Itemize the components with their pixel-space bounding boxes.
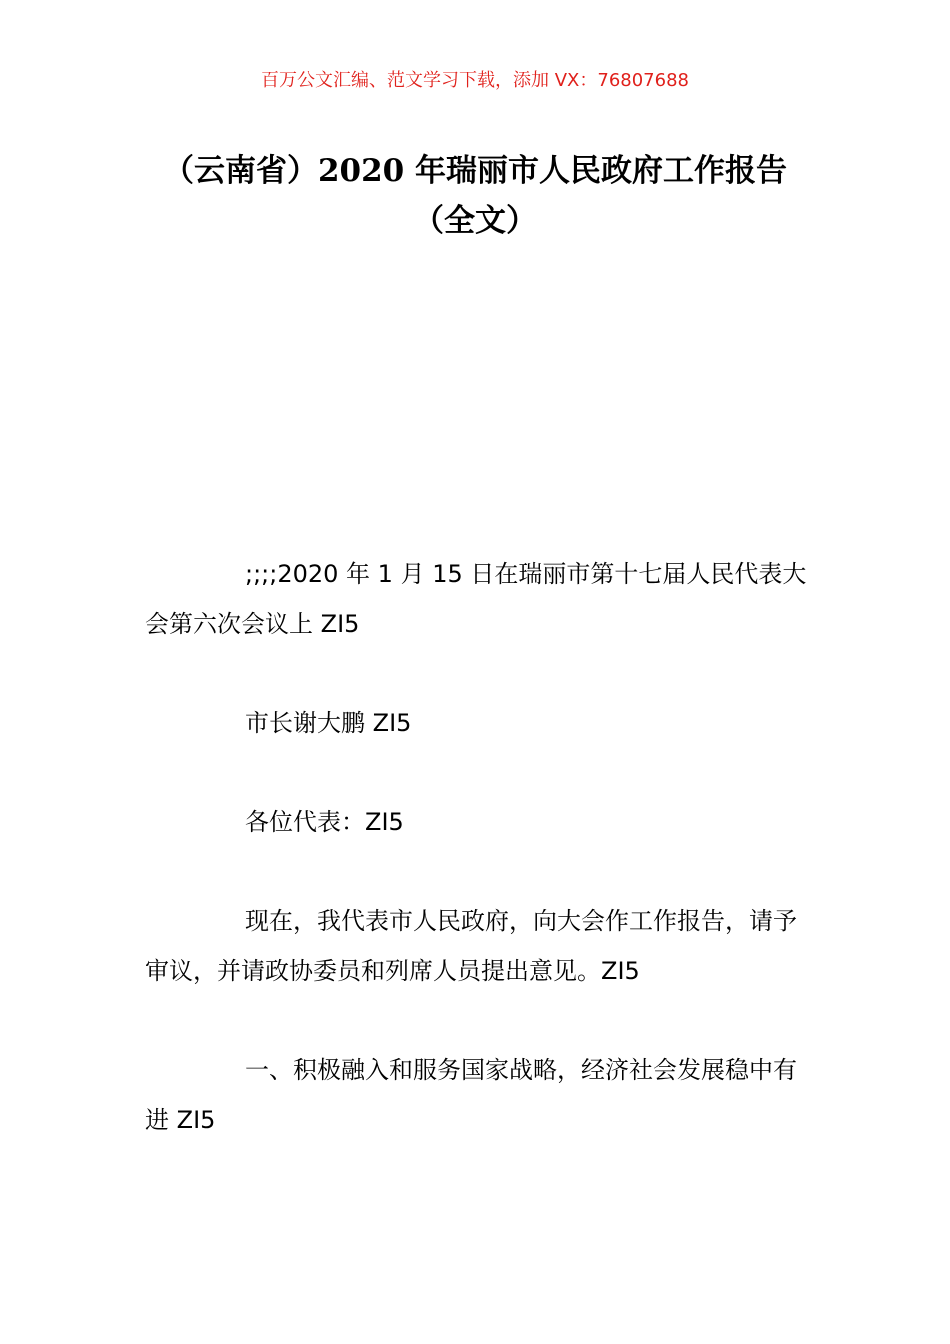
document-title: （云南省）2020 年瑞丽市人民政府工作报告（全文） [162,153,788,239]
paragraph-speaker: 市长谢大鹏 ZI5 [245,709,412,737]
header-notice: 百万公文汇编、范文学习下载，添加 VX：76807688 [261,70,689,91]
section-heading-1: 一、积极融入和服务国家战略，经济社会发展稳中有进 ZI5 [145,1056,797,1134]
paragraph-salutation: 各位代表：ZI5 [245,808,404,836]
paragraph-meeting-info: ;;;;2020 年 1 月 15 日在瑞丽市第十七届人民代表大会第六次会议上 ZI5 [145,560,807,638]
paragraph-opening: 现在，我代表市人民政府，向大会作工作报告，请予审议，并请政协委员和列席人员提出意见。ZI5 [145,907,797,985]
